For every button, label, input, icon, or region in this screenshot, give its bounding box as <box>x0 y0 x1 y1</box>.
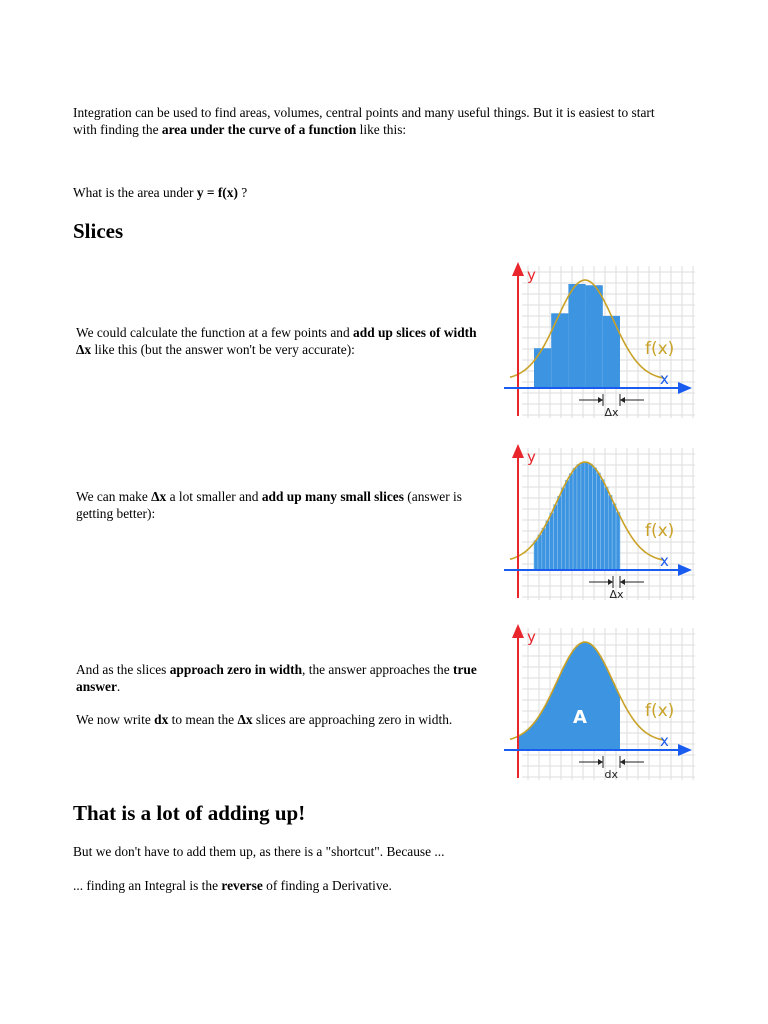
slice-bar <box>586 285 603 388</box>
y-axis-label: y <box>527 628 536 646</box>
slice-bar <box>600 480 604 570</box>
function-label: f(x) <box>645 521 675 541</box>
slice-bar <box>542 528 546 570</box>
adding-heading: That is a lot of adding up! <box>73 801 306 825</box>
y-axis-label: y <box>527 448 536 466</box>
width-arrowhead-left <box>608 579 613 585</box>
slice-bar <box>569 474 573 570</box>
x-axis-arrow <box>678 564 692 576</box>
slice-bar <box>550 513 554 570</box>
slice-bar <box>568 284 585 388</box>
slice-bar <box>534 348 551 388</box>
y-axis-arrow <box>512 624 524 638</box>
slice-bar <box>538 535 542 570</box>
slice-bar <box>546 521 550 570</box>
width-label: dx <box>604 768 618 781</box>
y-axis-arrow <box>512 444 524 458</box>
para-approach-zero: And as the slices approach zero in width, the answer approaches the true answer. <box>76 662 477 694</box>
para-many-slices: We can make Δx a lot smaller and add up many small slices (answer is getting better): <box>76 489 462 521</box>
y-axis-label: y <box>527 266 536 284</box>
function-label: f(x) <box>645 701 675 721</box>
x-axis-arrow <box>678 382 692 394</box>
intro-paragraph: Integration can be used to find areas, volumes, central points and many useful things. But it is easiest to start with finding the area under the curve of a function like this: <box>73 105 655 137</box>
width-arrowhead-left <box>598 397 603 403</box>
width-label: Δx <box>604 406 619 419</box>
slice-bar <box>616 512 620 570</box>
width-arrowhead-right <box>620 579 625 585</box>
x-axis-label: x <box>660 732 669 750</box>
slice-bar <box>585 462 589 570</box>
para-few-slices: We could calculate the function at a few points and add up slices of width Δx like this (but the answer won't be very accurate): <box>76 325 477 357</box>
para-dx-meaning: We now write dx to mean the Δx slices are approaching zero in width. <box>76 712 453 727</box>
slice-bar <box>534 540 538 570</box>
slice-bar <box>604 487 608 570</box>
slice-bar <box>593 468 597 570</box>
slice-bar <box>603 316 620 388</box>
area-label: A <box>573 707 587 728</box>
x-axis-arrow <box>678 744 692 756</box>
width-label: Δx <box>609 588 624 601</box>
function-label: f(x) <box>645 339 675 359</box>
slice-bar <box>554 505 558 570</box>
x-axis-label: x <box>660 370 669 388</box>
y-axis-arrow <box>512 262 524 276</box>
slice-bar <box>581 462 585 570</box>
figure-area-under-curve <box>500 620 700 785</box>
slice-bar <box>573 468 577 570</box>
figure-few-slices <box>500 258 700 423</box>
slices-heading: Slices <box>73 219 124 243</box>
slice-bar <box>597 473 601 570</box>
slice-bar <box>612 504 616 570</box>
width-arrowhead-right <box>620 397 625 403</box>
slice-bar <box>557 496 561 570</box>
slice-bar <box>565 480 569 570</box>
width-arrowhead-right <box>620 759 625 765</box>
slice-bar <box>561 488 565 570</box>
slice-bar <box>608 495 612 570</box>
width-arrowhead-left <box>598 759 603 765</box>
para-reverse: ... finding an Integral is the reverse of finding a Derivative. <box>73 878 392 893</box>
figure-many-slices <box>500 440 700 605</box>
question-paragraph: What is the area under y = f(x) ? <box>73 185 248 200</box>
slice-bar <box>577 464 581 570</box>
slice-bar <box>589 464 593 570</box>
para-shortcut: But we don't have to add them up, as there is a "shortcut". Because ... <box>73 844 445 859</box>
x-axis-label: x <box>660 552 669 570</box>
